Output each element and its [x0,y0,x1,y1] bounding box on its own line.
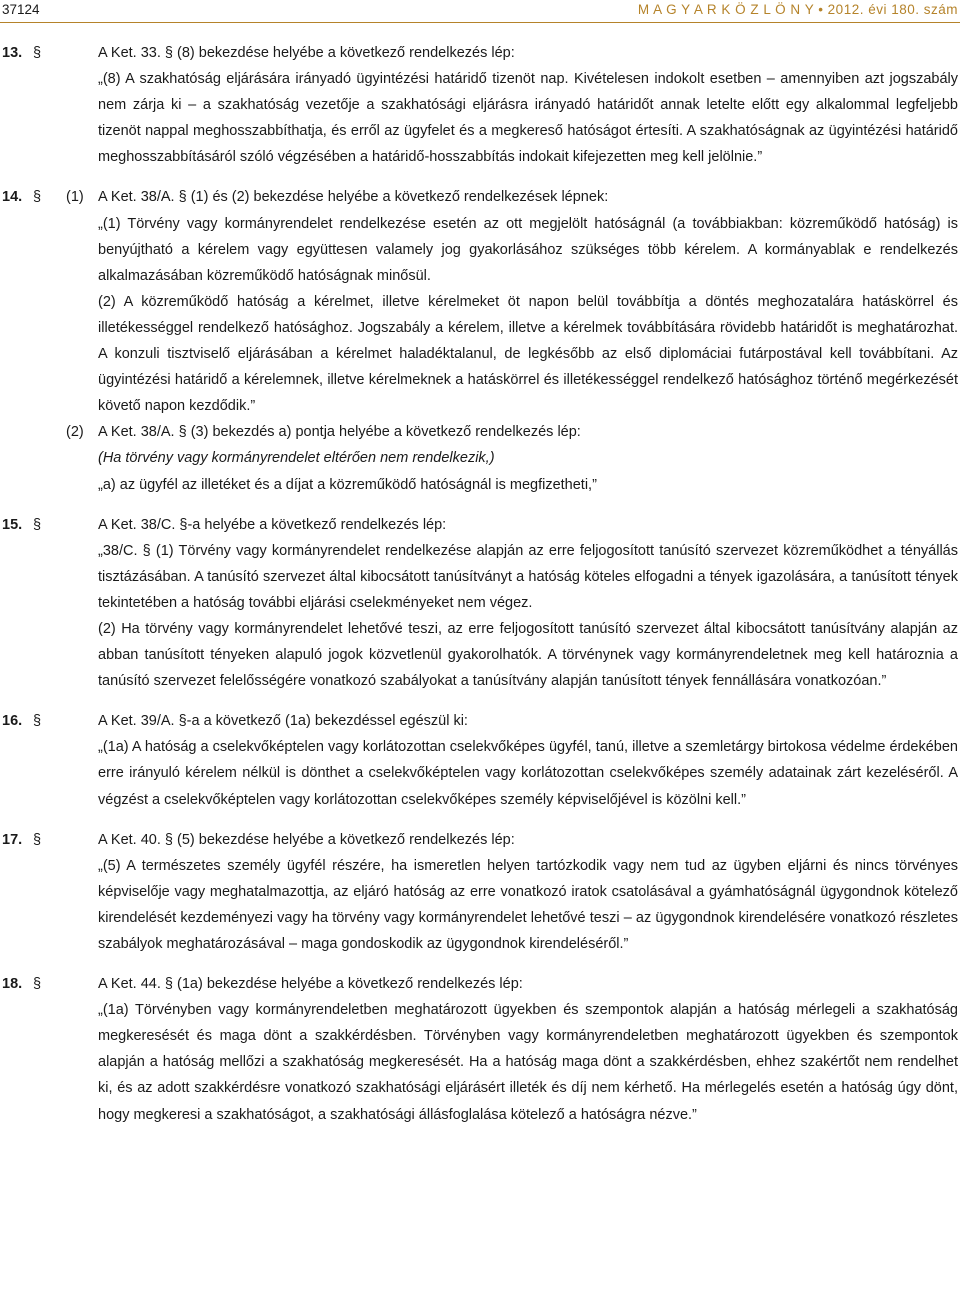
page-number: 37124 [2,2,40,17]
section-14 [0,184,960,497]
section-sign: § [33,516,42,533]
header-rule [0,22,960,23]
section-17 [0,827,960,957]
amendment-text: (2) A közreműködő hatóság a kérelmet, illetve kérelmeket öt napon belül továbbítja a döntés meghozatalára hatáskörrel és illetékességgel rendelkező hatósághoz. Jogszabály a kérelem, illetve a kérelmek továbbítására rövidebb határidőt is meghatározhat. A konzuli tisztviselő eljárásában a kérelmet haladéktalanul, de legkésőbb az első diplomáciai futárpostával kell továbbítani. Az ügyintézési határidő a kérelemnek, illetve kérelmeknek a hatáskörrel és illetékességgel rendelkező hatósághoz történő megérkezését követő napon kezdődik.” [98,293,958,415]
amendment-text: „(5) A természetes személy ügyfél részére, ha ismeretlen helyen tartózkodik vagy nem tud az ügyben eljárni és nincs törvényes képviselője vagy meghatalmazottja, az eljáró hatóság az erre vonatkozó iratok csatolásával a gyámhatóságnál ügygondnok kötelező kirendelését kezdeményezi vagy ha törvény vagy kormányrendelet lehetővé teszi – az ügygondnok kirendelésére vonatkozó részletes szabályok meghatározásával – maga gondoskodik az ügygondnok kirendeléséről.” [98,857,958,952]
section-15 [0,512,960,695]
amendment-text: „(1a) A hatóság a cselekvőképtelen vagy korlátozottan cselekvőképes ügyfél, tanú, illetve a szemletárgy birtokosa védelme érdekében erre irányuló kérelem nélkül is dönthet a cselekvőképtelen vagy korlátozottan cselekvőképes személy adatainak zárt kezeléséről. A végzést a cselekvőképtelen vagy korlátozottan cselekvőképes személy képviselőjével is közölni kell.” [98,739,958,808]
journal-title: M A G Y A R K Ö Z L Ö N Y • 2012. évi 180. szám [637,2,958,17]
page-header [0,0,960,26]
section-number: 17. [2,831,23,848]
section-intro: A Ket. 38/A. § (1) és (2) bekezdése helyébe a következő rendelkezések lépnek: [98,189,609,206]
amendment-text: (2) Ha törvény vagy kormányrendelet lehetővé teszi, az erre feljogosított tanúsító szervezet által kibocsátott tanúsítvány alapján az abban tanúsított tényeken alapuló jogok közvetlenül gyakorolhatók. A törvénynek vagy kormányrendeletnek meg kell határoznia a tanúsító szervezet felelősségére vonatkozó szabályokat a tanúsítvány alapján tanúsított tények fennállására vonatkozóan.” [98,620,958,690]
section-intro: A Ket. 38/C. §-a helyébe a következő rendelkezés lép: [98,516,447,533]
section-intro: A Ket. 39/A. §-a a következő (1a) bekezdéssel egészül ki: [98,713,468,730]
section-sign: § [33,189,42,206]
section-number: 18. [2,976,23,993]
section-18 [0,971,960,1128]
section-number: 14. [2,189,23,206]
section-number: 15. [2,516,23,533]
document-body [0,40,960,1142]
subsection-1 [66,184,958,210]
amendment-text: „a) az ügyfél az illetéket és a díjat a közreműködő hatóságnál is megfizetheti,” [98,476,597,493]
italic-context: (Ha törvény vagy kormányrendelet eltérően nem rendelkezik,) [98,450,495,467]
amendment-text: „(8) A szakhatóság eljárására irányadó ügyintézési határidő tizenöt nap. Kivételesen indokolt esetben – amennyiben azt jogszabály nem zárja ki – a szakhatóság vezetője a szakhatósági eljárásra irányadó határidőt annak letelte előtt egy alkalommal legfeljebb tizenöt nappal meghosszabbíthatja, és erről az ügyfelet és a megkereső hatóságot értesíti. A szakhatóságnak az ügyintézési határidő meghosszabbításáról szóló végzésében a határidő-hosszabbítás indokait kifejezetten meg kell jelölnie.” [98,71,958,166]
section-number: 13. [2,45,23,61]
section-intro: A Ket. 44. § (1a) bekezdése helyébe a következő rendelkezés lép: [98,976,523,993]
amendment-text: „(1a) Törvényben vagy kormányrendeletben meghatározott ügyekben és szempontok alapján a hatóság mérlegeli a szakhatóság megkeresését és maga dönt a szakkérdésben. Törvényben vagy kormányrendeletben meghatározott ügyekben és szempontok alapján a hatóság mellőzi a szakhatóság megkeresését. Ha a hatóság maga dönt a szakkérdésben, ehhez szakértőt nem rendelhet ki, és az adott szakkérdésre vonatkozó szakhatósági eljárásért illeték és díj nem kérhető. Ha mérlegelés esetén a hatóság úgy dönt, hogy megkeresi a szakhatóságot, a szakhatósági állásfoglalása kötelező a hatóságra nézve.” [98,1002,958,1123]
amendment-text: „38/C. § (1) Törvény vagy kormányrendelet rendelkezése alapján az erre feljogosított tanúsító szervezet közreműködhet a tényállás tisztázásában. A tanúsító szervezet által kibocsátott tanúsítványt a hatóság köteles elfogadni a tények igazolására, a tanúsított tények tekintetében a hatóság további eljárási cselekményeket nem végez. [98,542,958,611]
section-13 [0,40,960,170]
section-16 [0,708,960,812]
section-intro: A Ket. 40. § (5) bekezdése helyébe a következő rendelkezés lép: [98,831,515,848]
section-sign: § [33,976,42,993]
section-number: 16. [2,713,23,730]
section-intro: A Ket. 33. § (8) bekezdése helyébe a következő rendelkezés lép: [98,45,515,61]
section-sign: § [33,713,42,730]
subsection-label: (1) [66,189,84,206]
subsection-2 [66,419,958,445]
section-sign: § [33,45,42,61]
subsection-label: (2) [66,424,84,441]
section-intro: A Ket. 38/A. § (3) bekezdés a) pontja helyébe a következő rendelkezés lép: [98,424,581,441]
amendment-text: „(1) Törvény vagy kormányrendelet rendelkezése esetén az ott megjelölt hatóságnál (a továbbiakban: közreműködő hatóság) is benyújtható a kérelem vagy együttesen valamely jog gyakorlásához szükséges több kérelem. A kormányablak e rendelkezés alkalmazásában közreműködő hatóságnak minősül. [98,215,958,284]
section-sign: § [33,831,42,848]
